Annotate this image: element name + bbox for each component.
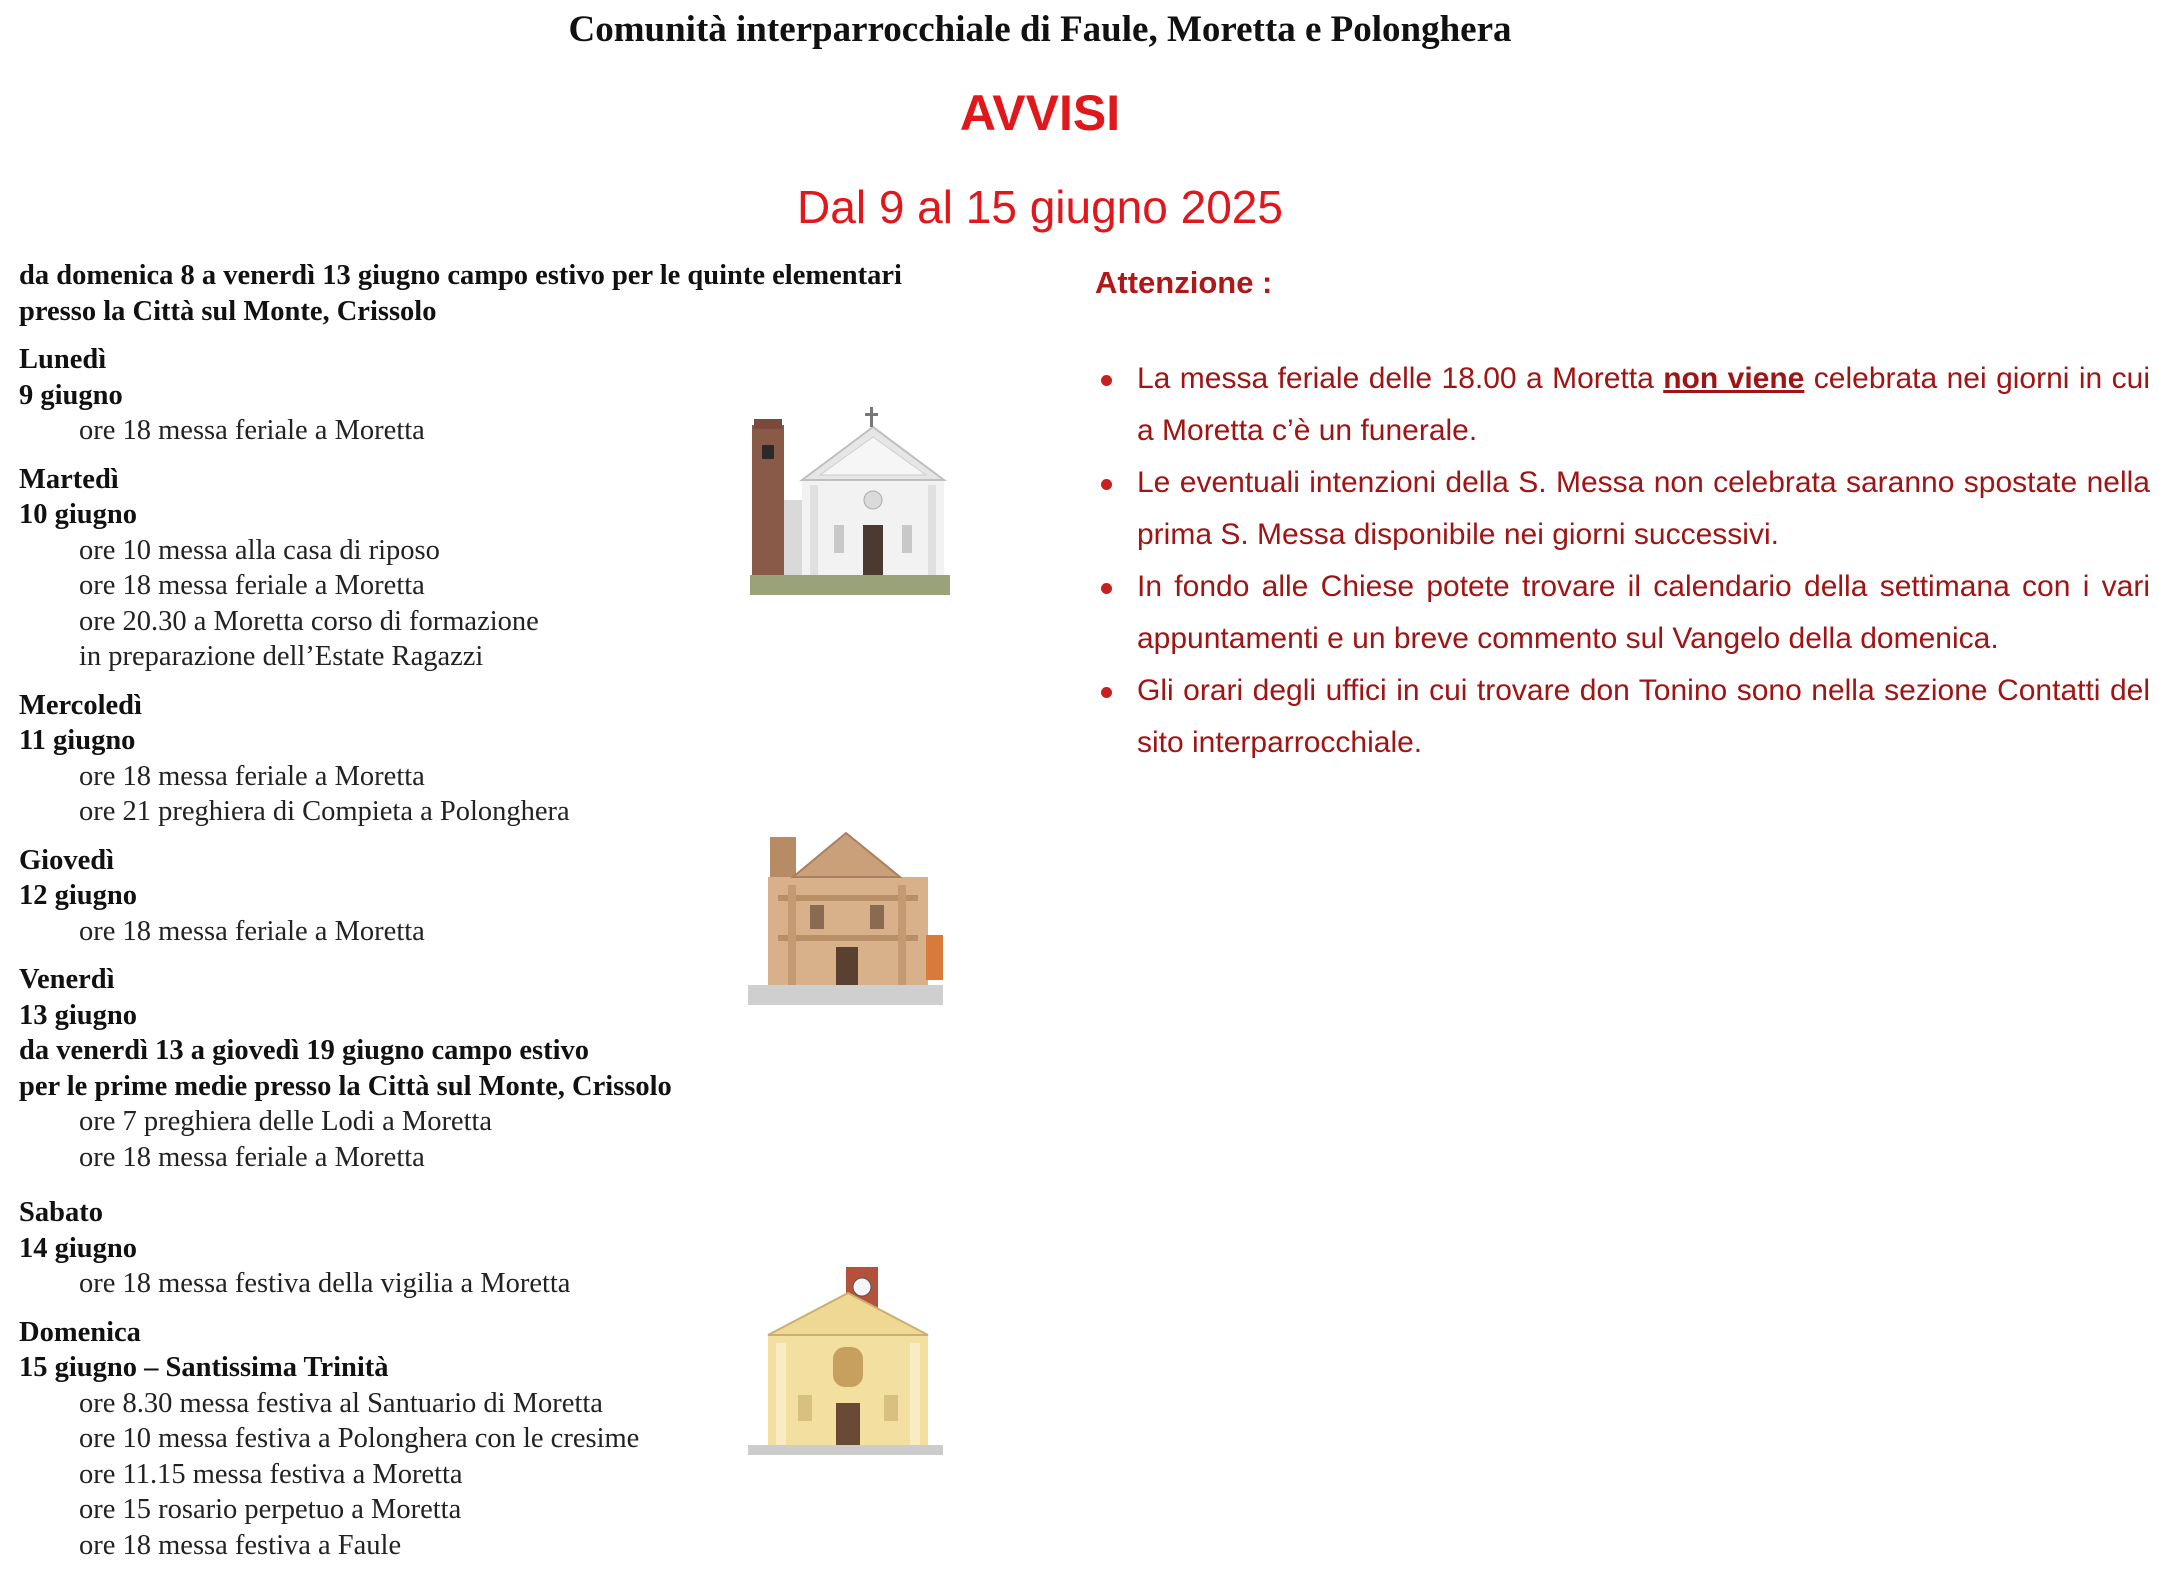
day-date: 15 giugno – Santissima Trinità <box>19 1352 389 1383</box>
day-date: 9 giugno <box>19 379 123 411</box>
schedule-item: ore 10 messa festiva a Polonghera con le cresime <box>79 1423 640 1454</box>
avvisi-heading: AVVISI <box>959 85 1121 141</box>
day-name: Sabato <box>19 1197 103 1228</box>
notice-text: Le eventuali intenzioni della S. Messa non celebrata saranno spostate nella prima S. Messa disponibile nei giorni successivi. <box>1137 466 2150 551</box>
schedule-item: ore 18 messa feriale a Moretta <box>79 1141 425 1173</box>
bullet-icon <box>1101 687 1112 698</box>
schedule-item: ore 18 messa feriale a Moretta <box>79 570 425 601</box>
schedule-item: ore 7 preghiera delle Lodi a Moretta <box>79 1106 493 1137</box>
attention-section <box>1095 265 2150 769</box>
intro-line: presso la Città sul Monte, Crissolo <box>19 295 437 327</box>
schedule-item: ore 10 messa alla casa di riposo <box>79 534 440 566</box>
church-image-white <box>750 405 950 595</box>
bullet-icon <box>1101 479 1112 490</box>
date-range: Dal 9 al 15 giugno 2025 <box>797 181 1283 233</box>
church-image-baroque <box>748 825 943 1005</box>
camp-note: da venerdì 13 a giovedì 19 giugno campo estivo <box>19 1035 590 1066</box>
day-name: Domenica <box>19 1316 141 1348</box>
notice-highlight: non viene <box>1663 362 1805 395</box>
day-wednesday <box>19 688 1049 830</box>
day-name: Lunedì <box>19 344 107 375</box>
schedule-item: ore 18 messa feriale a Moretta <box>79 415 425 446</box>
notice-text: celebrata nei giorni in cui a Moretta c’è un funerale. <box>1137 362 2150 447</box>
notice-text: In fondo alle Chiese potete trovare il calendario della settimana con i vari appuntamenti e un breve commento sul Vangelo della domenica. <box>1137 570 2150 655</box>
church-image-yellow <box>748 1265 943 1455</box>
day-date: 11 giugno <box>19 725 136 756</box>
page-title: Comunità interparrocchiale di Faule, Moretta e Polonghera <box>568 9 1512 50</box>
day-name: Martedì <box>19 463 119 495</box>
schedule-item: ore 20.30 a Moretta corso di formazione <box>79 605 539 637</box>
schedule-item: ore 8.30 messa festiva al Santuario di Moretta <box>79 1387 603 1419</box>
day-date: 14 giugno <box>19 1232 137 1264</box>
camp-note: per le prime medie presso la Città sul Monte, Crissolo <box>19 1070 672 1102</box>
schedule-item: ore 18 messa feriale a Moretta <box>79 915 425 947</box>
attention-title: Attenzione : <box>1095 265 1273 300</box>
notice-item <box>1095 665 2150 769</box>
notice-item <box>1095 457 2150 561</box>
schedule-item: ore 21 preghiera di Compieta a Polonghera <box>79 796 570 827</box>
notice-text: La messa feriale delle 18.00 a Moretta <box>1137 362 1664 395</box>
day-date: 10 giugno <box>19 499 137 530</box>
intro-line: da domenica 8 a venerdì 13 giugno campo estivo per le quinte elementari <box>19 260 902 291</box>
bullet-icon <box>1101 375 1112 386</box>
day-name: Giovedì <box>19 844 115 876</box>
notice-item <box>1095 353 2150 457</box>
schedule-item: ore 18 messa festiva a Faule <box>79 1529 402 1561</box>
notice-text: Gli orari degli uffici in cui trovare don Tonino sono nella sezione Contatti del sito interparrocchiale. <box>1137 674 2150 759</box>
day-date: 12 giugno <box>19 880 137 911</box>
day-date: 13 giugno <box>19 999 137 1031</box>
schedule-item: ore 15 rosario perpetuo a Moretta <box>79 1494 462 1525</box>
schedule-item: ore 11.15 messa festiva a Moretta <box>79 1458 463 1490</box>
schedule-item: ore 18 messa feriale a Moretta <box>79 760 425 792</box>
day-name: Venerdì <box>19 964 115 995</box>
day-name: Mercoledì <box>19 689 142 721</box>
schedule-item: ore 18 messa festiva della vigilia a Moretta <box>79 1268 571 1299</box>
notice-item <box>1095 561 2150 665</box>
schedule-item: in preparazione dell’Estate Ragazzi <box>79 641 484 672</box>
bullet-icon <box>1101 583 1112 594</box>
notice-list <box>1095 353 2150 769</box>
